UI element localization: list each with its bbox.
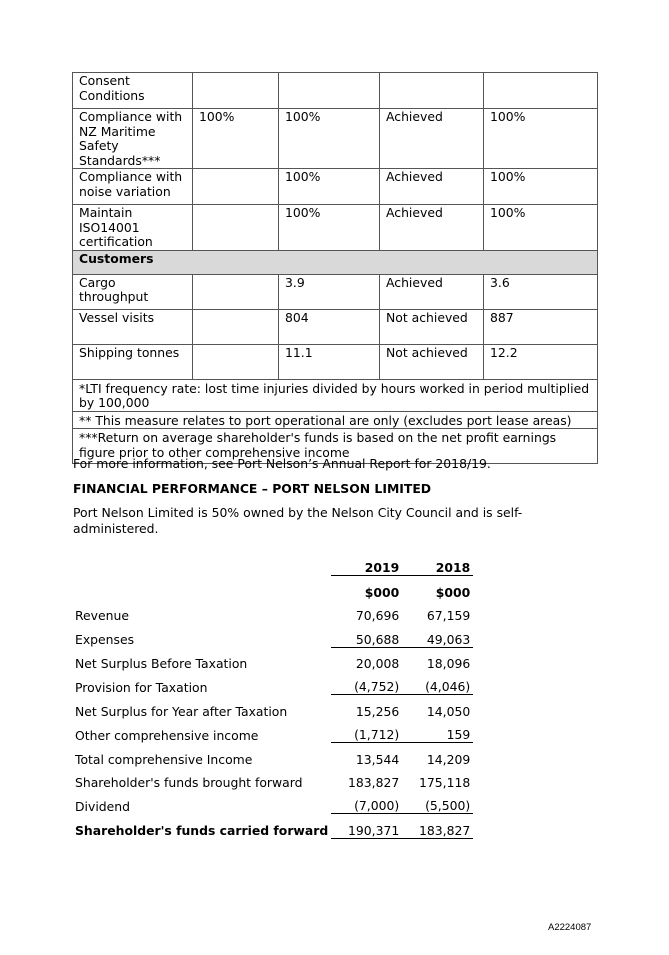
result-cell: 11.1 [279, 344, 380, 379]
target-cell [193, 73, 279, 109]
measure-label: Cargo throughput [73, 274, 193, 309]
footnote-text: ***Return on average shareholder's funds is based on the net profit earnings figure prior to other comprehensive income [73, 429, 598, 464]
financial-row [72, 790, 473, 814]
financial-row-label: Revenue [75, 608, 129, 624]
financial-row-label: Net Surplus for Year after Taxation [75, 703, 288, 719]
financial-row-label: Other comprehensive income [75, 727, 259, 743]
status-cell: Achieved [380, 109, 484, 169]
footnote-row [73, 379, 598, 411]
financial-row-label: Net Surplus Before Taxation [75, 655, 248, 671]
target-cell: 100% [193, 109, 279, 169]
section-row [73, 250, 598, 274]
status-cell: Achieved [380, 205, 484, 251]
units-2019-header: $000 [364, 584, 400, 600]
status-cell: Achieved [380, 169, 484, 205]
value-2019: 190,371 [331, 814, 402, 838]
value-2019: 20,008 [355, 655, 400, 671]
status-cell [380, 73, 484, 109]
status-cell: Not achieved [380, 344, 484, 379]
prior-year-cell: 12.2 [484, 344, 598, 379]
value-2018: 175,118 [418, 774, 471, 790]
result-cell: 100% [279, 205, 380, 251]
result-cell [279, 73, 380, 109]
financial-row [72, 623, 473, 647]
annual-report-note: For more information, see Port Nelson’s Annual Report for 2018/19. [73, 456, 491, 471]
value-2018: 67,159 [426, 608, 471, 624]
value-2018: 18,096 [426, 655, 471, 671]
target-cell [193, 309, 279, 344]
target-cell [193, 274, 279, 309]
value-2019: (7,000) [331, 790, 402, 814]
value-2018: 14,050 [426, 703, 471, 719]
measure-label: Shipping tonnes [73, 344, 193, 379]
target-cell [193, 344, 279, 379]
measure-label: Vessel visits [73, 309, 193, 344]
measure-row [73, 205, 598, 251]
status-cell: Achieved [380, 274, 484, 309]
footnote-text: *LTI frequency rate: lost time injuries divided by hours worked in period multiplied by 100,000 [73, 379, 598, 411]
document-reference: A2224087 [548, 922, 592, 933]
measure-label: Consent Conditions [73, 73, 193, 109]
value-2018: (4,046) [402, 671, 473, 695]
financial-row-label: Shareholder's funds brought forward [75, 774, 303, 790]
value-2018: 183,827 [402, 814, 473, 838]
measure-row [73, 169, 598, 205]
performance-measures-table [72, 72, 598, 464]
value-2019: 50,688 [331, 623, 402, 647]
result-cell: 804 [279, 309, 380, 344]
value-2018: 49,063 [402, 623, 473, 647]
financial-row-label: Provision for Taxation [75, 679, 208, 695]
measure-label: Compliance with noise variation [73, 169, 193, 205]
measure-row [73, 109, 598, 169]
section-label: Customers [73, 250, 598, 274]
year-2019-header: 2019 [331, 552, 402, 576]
financial-row [72, 814, 473, 838]
footnote-text: ** This measure relates to port operational are only (excludes port lease areas) [73, 411, 598, 429]
financial-row [72, 600, 473, 623]
value-2019: 183,827 [347, 774, 400, 790]
financial-row-label: Dividend [75, 798, 130, 814]
ownership-paragraph: Port Nelson Limited is 50% owned by the Nelson City Council and is self-administered. [73, 505, 523, 536]
footnote-row [73, 411, 598, 429]
target-cell [193, 205, 279, 251]
financial-row [72, 647, 473, 671]
measure-label: Compliance with NZ Maritime Safety Standards*** [73, 109, 193, 169]
target-cell [193, 169, 279, 205]
result-cell: 100% [279, 169, 380, 205]
financial-row-label: Expenses [75, 632, 135, 648]
measure-row [73, 344, 598, 379]
result-cell: 3.9 [279, 274, 380, 309]
measure-row [73, 309, 598, 344]
prior-year-cell [484, 73, 598, 109]
financial-row [72, 671, 473, 695]
prior-year-cell: 100% [484, 109, 598, 169]
units-header-row [72, 576, 473, 600]
financial-performance-table [72, 552, 473, 839]
financial-row-label: Shareholder's funds carried forward [75, 823, 329, 839]
prior-year-cell: 100% [484, 169, 598, 205]
financial-row [72, 767, 473, 790]
measure-row [73, 73, 598, 109]
prior-year-cell: 887 [484, 309, 598, 344]
measure-label: Maintain ISO14001 certification [73, 205, 193, 251]
value-2019: (1,712) [331, 719, 402, 743]
status-cell: Not achieved [380, 309, 484, 344]
value-2019: 70,696 [355, 608, 400, 624]
value-2018: 159 [402, 719, 473, 743]
prior-year-cell: 3.6 [484, 274, 598, 309]
financial-row [72, 695, 473, 719]
result-cell: 100% [279, 109, 380, 169]
financial-row [72, 719, 473, 743]
measure-row [73, 274, 598, 309]
value-2019: 13,544 [355, 751, 400, 767]
financial-row [72, 743, 473, 767]
value-2019: (4,752) [331, 671, 402, 695]
prior-year-cell: 100% [484, 205, 598, 251]
units-2018-header: $000 [435, 584, 471, 600]
section-heading: FINANCIAL PERFORMANCE – PORT NELSON LIMITED [73, 481, 432, 496]
year-2018-header: 2018 [402, 552, 473, 576]
value-2018: (5,500) [402, 790, 473, 814]
year-header-row [72, 552, 473, 576]
value-2019: 15,256 [355, 703, 400, 719]
value-2018: 14,209 [426, 751, 471, 767]
financial-row-label: Total comprehensive Income [75, 751, 253, 767]
